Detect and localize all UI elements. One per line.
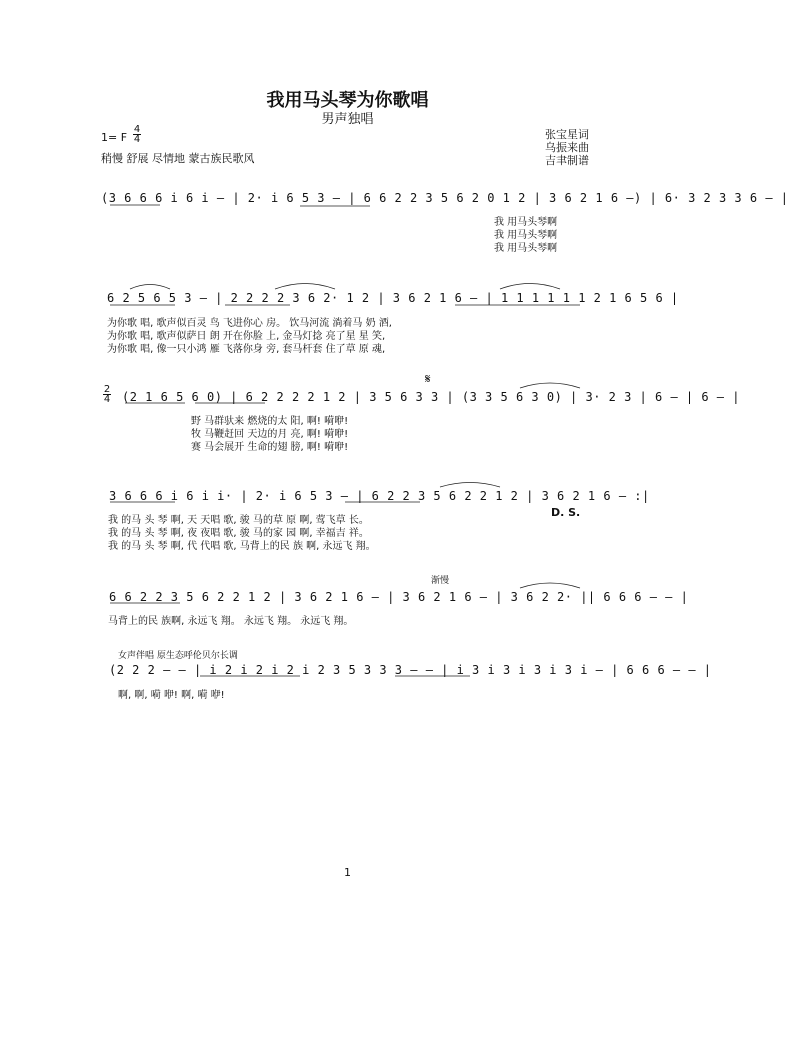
system-3-lyric-1: 野 马群驮来 燃烧的太 阳, 啊! 嗬咿! bbox=[191, 416, 349, 427]
system-3-lyric-3: 赛 马会展开 生命的翅 膀, 啊! 嗬咿! bbox=[191, 442, 349, 453]
system-4-lyric-2: 我 的马 头 琴 啊, 夜 夜唱 歌, 骏 马的家 园 啊, 幸福吉 祥。 bbox=[108, 528, 369, 539]
dal-segno-mark: D. S. bbox=[551, 506, 581, 519]
page-number: 1 bbox=[344, 866, 351, 879]
slur bbox=[500, 284, 560, 290]
slur bbox=[520, 383, 580, 388]
system-1-lyric-2: 我 用马头琴啊 bbox=[494, 230, 558, 241]
voice-note: 女声伴唱 原生态呼伦贝尔长调 bbox=[118, 651, 238, 661]
system-3-time-denominator: 4 bbox=[103, 394, 111, 405]
system-2-lyric-2: 为你歌 唱, 歌声似萨日 朗 开在你脸 上, 金马灯捻 亮了星 星 笑, bbox=[107, 331, 386, 342]
song-subtitle: 男声独唱 bbox=[321, 112, 374, 127]
system-1-lyric-1: 我 用马头琴啊 bbox=[494, 217, 558, 228]
system-4-lyric-1: 我 的马 头 琴 啊, 天 天唱 歌, 骏 马的草 原 啊, 莺飞草 长。 bbox=[108, 515, 369, 526]
system-4-notes: 3 6 6 6 i 6 i i· | 2· i 6 5 3 — | 6 2 2 3 5 6 2 2 1 2 | 3 6 2 1 6 — :| bbox=[109, 489, 650, 503]
lyricist-credit: 张宝星词 bbox=[545, 128, 589, 141]
ritardando-mark: 渐慢 bbox=[431, 576, 450, 586]
system-3-notes: (2 1 6 5 6 0) | 6 2 2 2 2 1 2 | 3 5 6 3 3 | (3 3 5 6 3 0) | 3· 2 3 | 6 — | 6 — | bbox=[122, 390, 740, 404]
tempo-marking: 稍慢 舒展 尽情地 蒙古族民歌风 bbox=[101, 152, 255, 165]
system-1-lyric-3: 我 用马头琴啊 bbox=[494, 243, 558, 254]
composer-credit: 乌振来曲 bbox=[545, 141, 589, 154]
arranger-credit: 吉聿制谱 bbox=[545, 154, 589, 167]
system-2-lyric-1: 为你歌 唱, 歌声似百灵 鸟 飞进你心 房。 饮马河流 淌着马 奶 酒, bbox=[107, 318, 392, 329]
system-2-lyric-3: 为你歌 唱, 像一只小鸿 雁 飞落你身 旁, 套马杆套 住了草 原 魂, bbox=[107, 344, 386, 355]
time-numerator: 4 bbox=[133, 124, 141, 135]
slur bbox=[440, 483, 500, 488]
system-4-lyric-3: 我 的马 头 琴 啊, 代 代唱 歌, 马背上的民 族 啊, 永远飞 翔。 bbox=[108, 541, 376, 552]
system-5-notes: 6 6 2 2 3 5 6 2 2 1 2 | 3 6 2 1 6 — | 3 6 2 1 6 — | 3 6 2 2· || 6 6 6 — — | bbox=[109, 590, 689, 604]
slur bbox=[130, 285, 170, 290]
song-title: 我用马头琴为你歌唱 bbox=[266, 90, 429, 111]
segno-sign: 𝄋 bbox=[425, 372, 431, 387]
slur bbox=[275, 284, 335, 290]
system-6-lyric-1: 啊, 啊, 嗬 咿! 啊, 嗬 咿! bbox=[118, 690, 225, 701]
system-6-notes: (2 2 2 — — | i 2 i 2 i 2 i 2 3 5 3 3 3 — — | i 3 i 3 i 3 i 3 i — | 6 6 6 — — | bbox=[109, 663, 712, 677]
slur bbox=[520, 583, 580, 588]
system-3-lyric-2: 牧 马鞭赶回 天边的月 亮, 啊! 嗬咿! bbox=[191, 429, 349, 440]
system-2-notes: 6 2 5 6 5 3 — | 2 2 2 2 3 6 2· 1 2 | 3 6 2 1 6 — | 1 1 1 1 1 1 2 1 6 5 6 | bbox=[107, 291, 679, 305]
system-3-time-numerator: 2 bbox=[103, 384, 111, 395]
system-5-lyric-1: 马背上的民 族啊, 永远飞 翔。 永远飞 翔。 永远飞 翔。 bbox=[108, 616, 354, 627]
key-signature: 1= F bbox=[101, 131, 128, 144]
system-1-notes: (3 6 6 6 i 6 i — | 2· i 6 5 3 — | 6 6 2 2 3 5 6 2 0 1 2 | 3 6 2 1 6 —) | 6· 3 2 3 3 6 — | bbox=[101, 191, 789, 205]
time-denominator: 4 bbox=[133, 134, 141, 145]
